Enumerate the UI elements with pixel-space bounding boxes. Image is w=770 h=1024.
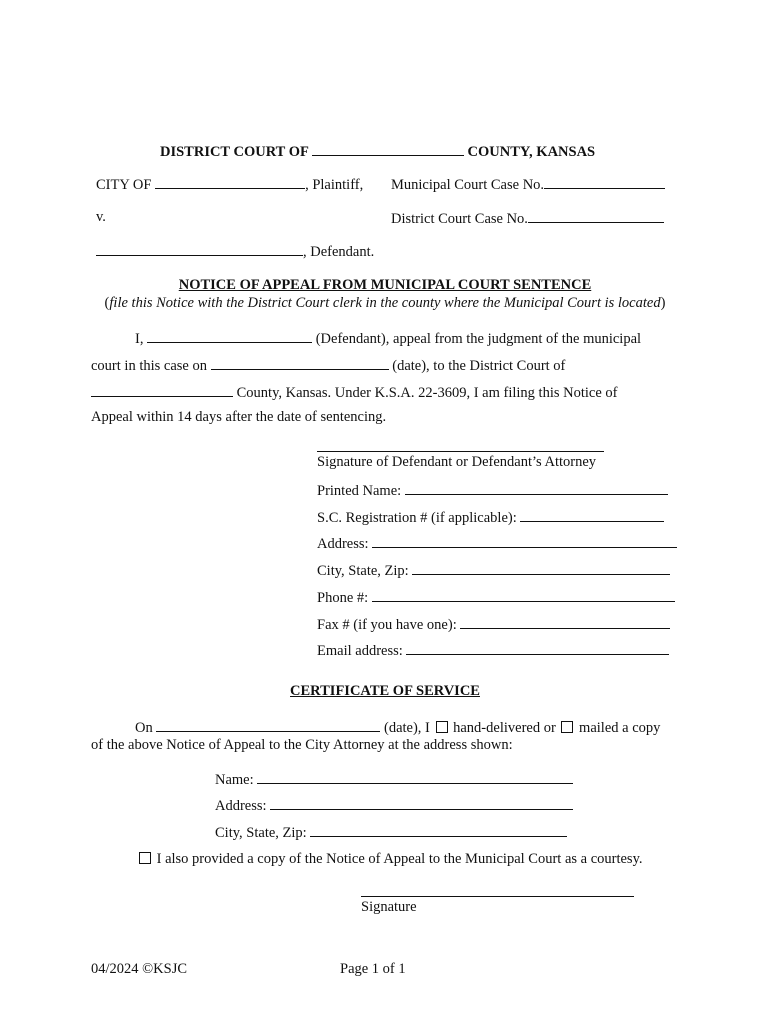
cert-city-field[interactable]: [310, 824, 567, 837]
sc-registration-row: [317, 509, 664, 526]
notice-text-3: County, Kansas. Under K.S.A. 22-3609, I am filing this Notice of: [236, 385, 618, 401]
address-label: Address:: [317, 536, 369, 552]
mailed-checkbox[interactable]: [561, 721, 573, 733]
cert-name-field[interactable]: [257, 771, 573, 784]
defendant-name-blank[interactable]: [147, 330, 312, 343]
phone-row: [317, 589, 675, 606]
notice-i: I,: [135, 331, 144, 347]
certificate-line-1: [135, 719, 660, 736]
court-heading: [160, 143, 595, 160]
defendant-blank[interactable]: [96, 243, 303, 256]
phone-field[interactable]: [372, 589, 675, 602]
cert-address-row: [215, 797, 573, 814]
hand-delivered-checkbox[interactable]: [436, 721, 448, 733]
municipal-case-label: Municipal Court Case No.: [391, 177, 545, 193]
city-of-label: CITY OF: [96, 177, 152, 193]
notice-title: NOTICE OF APPEAL FROM MUNICIPAL COURT SENTENCE: [178, 277, 592, 293]
printed-name-row: [317, 482, 668, 499]
courtesy-label: I also provided a copy of the Notice of Appeal to the Municipal Court as a courtesy.: [156, 851, 643, 867]
notice-line-1: [135, 330, 641, 347]
district-case-label: District Court Case No.: [391, 211, 528, 227]
notice-instructions: [0, 296, 770, 311]
email-label: Email address:: [317, 643, 403, 659]
email-row: [317, 642, 669, 659]
fax-field[interactable]: [460, 616, 670, 629]
address-row: [317, 535, 677, 552]
notice-line-2: [91, 357, 565, 374]
municipal-case-line: [391, 176, 665, 193]
sc-registration-field[interactable]: [520, 509, 664, 522]
instr-text: file this Notice with the District Court clerk in the county where the Municipal Court is located: [109, 295, 661, 311]
city-state-zip-row: [317, 562, 670, 579]
court-suffix: COUNTY, KANSAS: [467, 144, 596, 160]
court-prefix: DISTRICT COURT OF: [160, 144, 309, 160]
county-blank[interactable]: [312, 143, 464, 156]
certificate-title: CERTIFICATE OF SERVICE: [290, 683, 480, 699]
signature-label: Signature of Defendant or Defendant’s Attorney: [317, 454, 597, 470]
footer-form-id: 04/2024 ©KSJC: [91, 961, 188, 977]
certificate-line-2: of the above Notice of Appeal to the City Attorney at the address shown:: [91, 737, 513, 753]
cert-address-label: Address:: [215, 798, 267, 814]
service-date-blank[interactable]: [156, 719, 380, 732]
fax-row: [317, 616, 670, 633]
notice-text-2b: (date), to the District Court of: [392, 358, 566, 374]
municipal-case-blank[interactable]: [544, 176, 665, 189]
email-field[interactable]: [406, 642, 669, 655]
fax-label: Fax # (if you have one):: [317, 617, 457, 633]
notice-text-1: (Defendant), appeal from the judgment of the municipal: [315, 331, 642, 347]
phone-label: Phone #:: [317, 590, 369, 606]
notice-text-4: Appeal within 14 days after the date of sentencing.: [91, 409, 387, 425]
mailed-label: mailed a copy: [579, 720, 661, 736]
footer-page-number: Page 1 of 1: [340, 961, 406, 977]
sc-registration-label: S.C. Registration # (if applicable):: [317, 510, 517, 526]
plaintiff-line: [96, 176, 363, 193]
plaintiff-label: , Plaintiff,: [305, 177, 364, 193]
hand-delivered-label: hand-delivered or: [453, 720, 556, 736]
versus-label: v.: [96, 209, 106, 225]
on-label: On: [135, 720, 153, 736]
certificate-signature-line[interactable]: [361, 896, 634, 897]
district-case-blank[interactable]: [528, 210, 664, 223]
district-county-blank[interactable]: [91, 384, 233, 397]
courtesy-checkbox[interactable]: [139, 852, 151, 864]
judgment-date-blank[interactable]: [211, 357, 389, 370]
instr-close: ): [660, 295, 666, 311]
courtesy-row: [137, 852, 643, 867]
defendant-line: [96, 243, 374, 260]
certificate-signature-label: Signature: [361, 899, 417, 915]
city-state-zip-label: City, State, Zip:: [317, 563, 409, 579]
cert-city-row: [215, 824, 567, 841]
cert-name-label: Name:: [215, 772, 254, 788]
district-case-line: [391, 210, 664, 227]
city-state-zip-field[interactable]: [412, 562, 670, 575]
cert-name-row: [215, 771, 573, 788]
defendant-label: , Defendant.: [303, 244, 375, 260]
instr-open: (: [104, 295, 110, 311]
cert-city-label: City, State, Zip:: [215, 825, 307, 841]
defendant-signature-line[interactable]: [317, 451, 604, 452]
address-field[interactable]: [372, 535, 677, 548]
printed-name-label: Printed Name:: [317, 483, 402, 499]
cert-address-field[interactable]: [270, 797, 573, 810]
printed-name-field[interactable]: [405, 482, 668, 495]
city-blank[interactable]: [155, 176, 305, 189]
notice-line-3: [91, 384, 617, 401]
date-i-label: (date), I: [383, 720, 430, 736]
notice-text-2a: court in this case on: [91, 358, 207, 374]
